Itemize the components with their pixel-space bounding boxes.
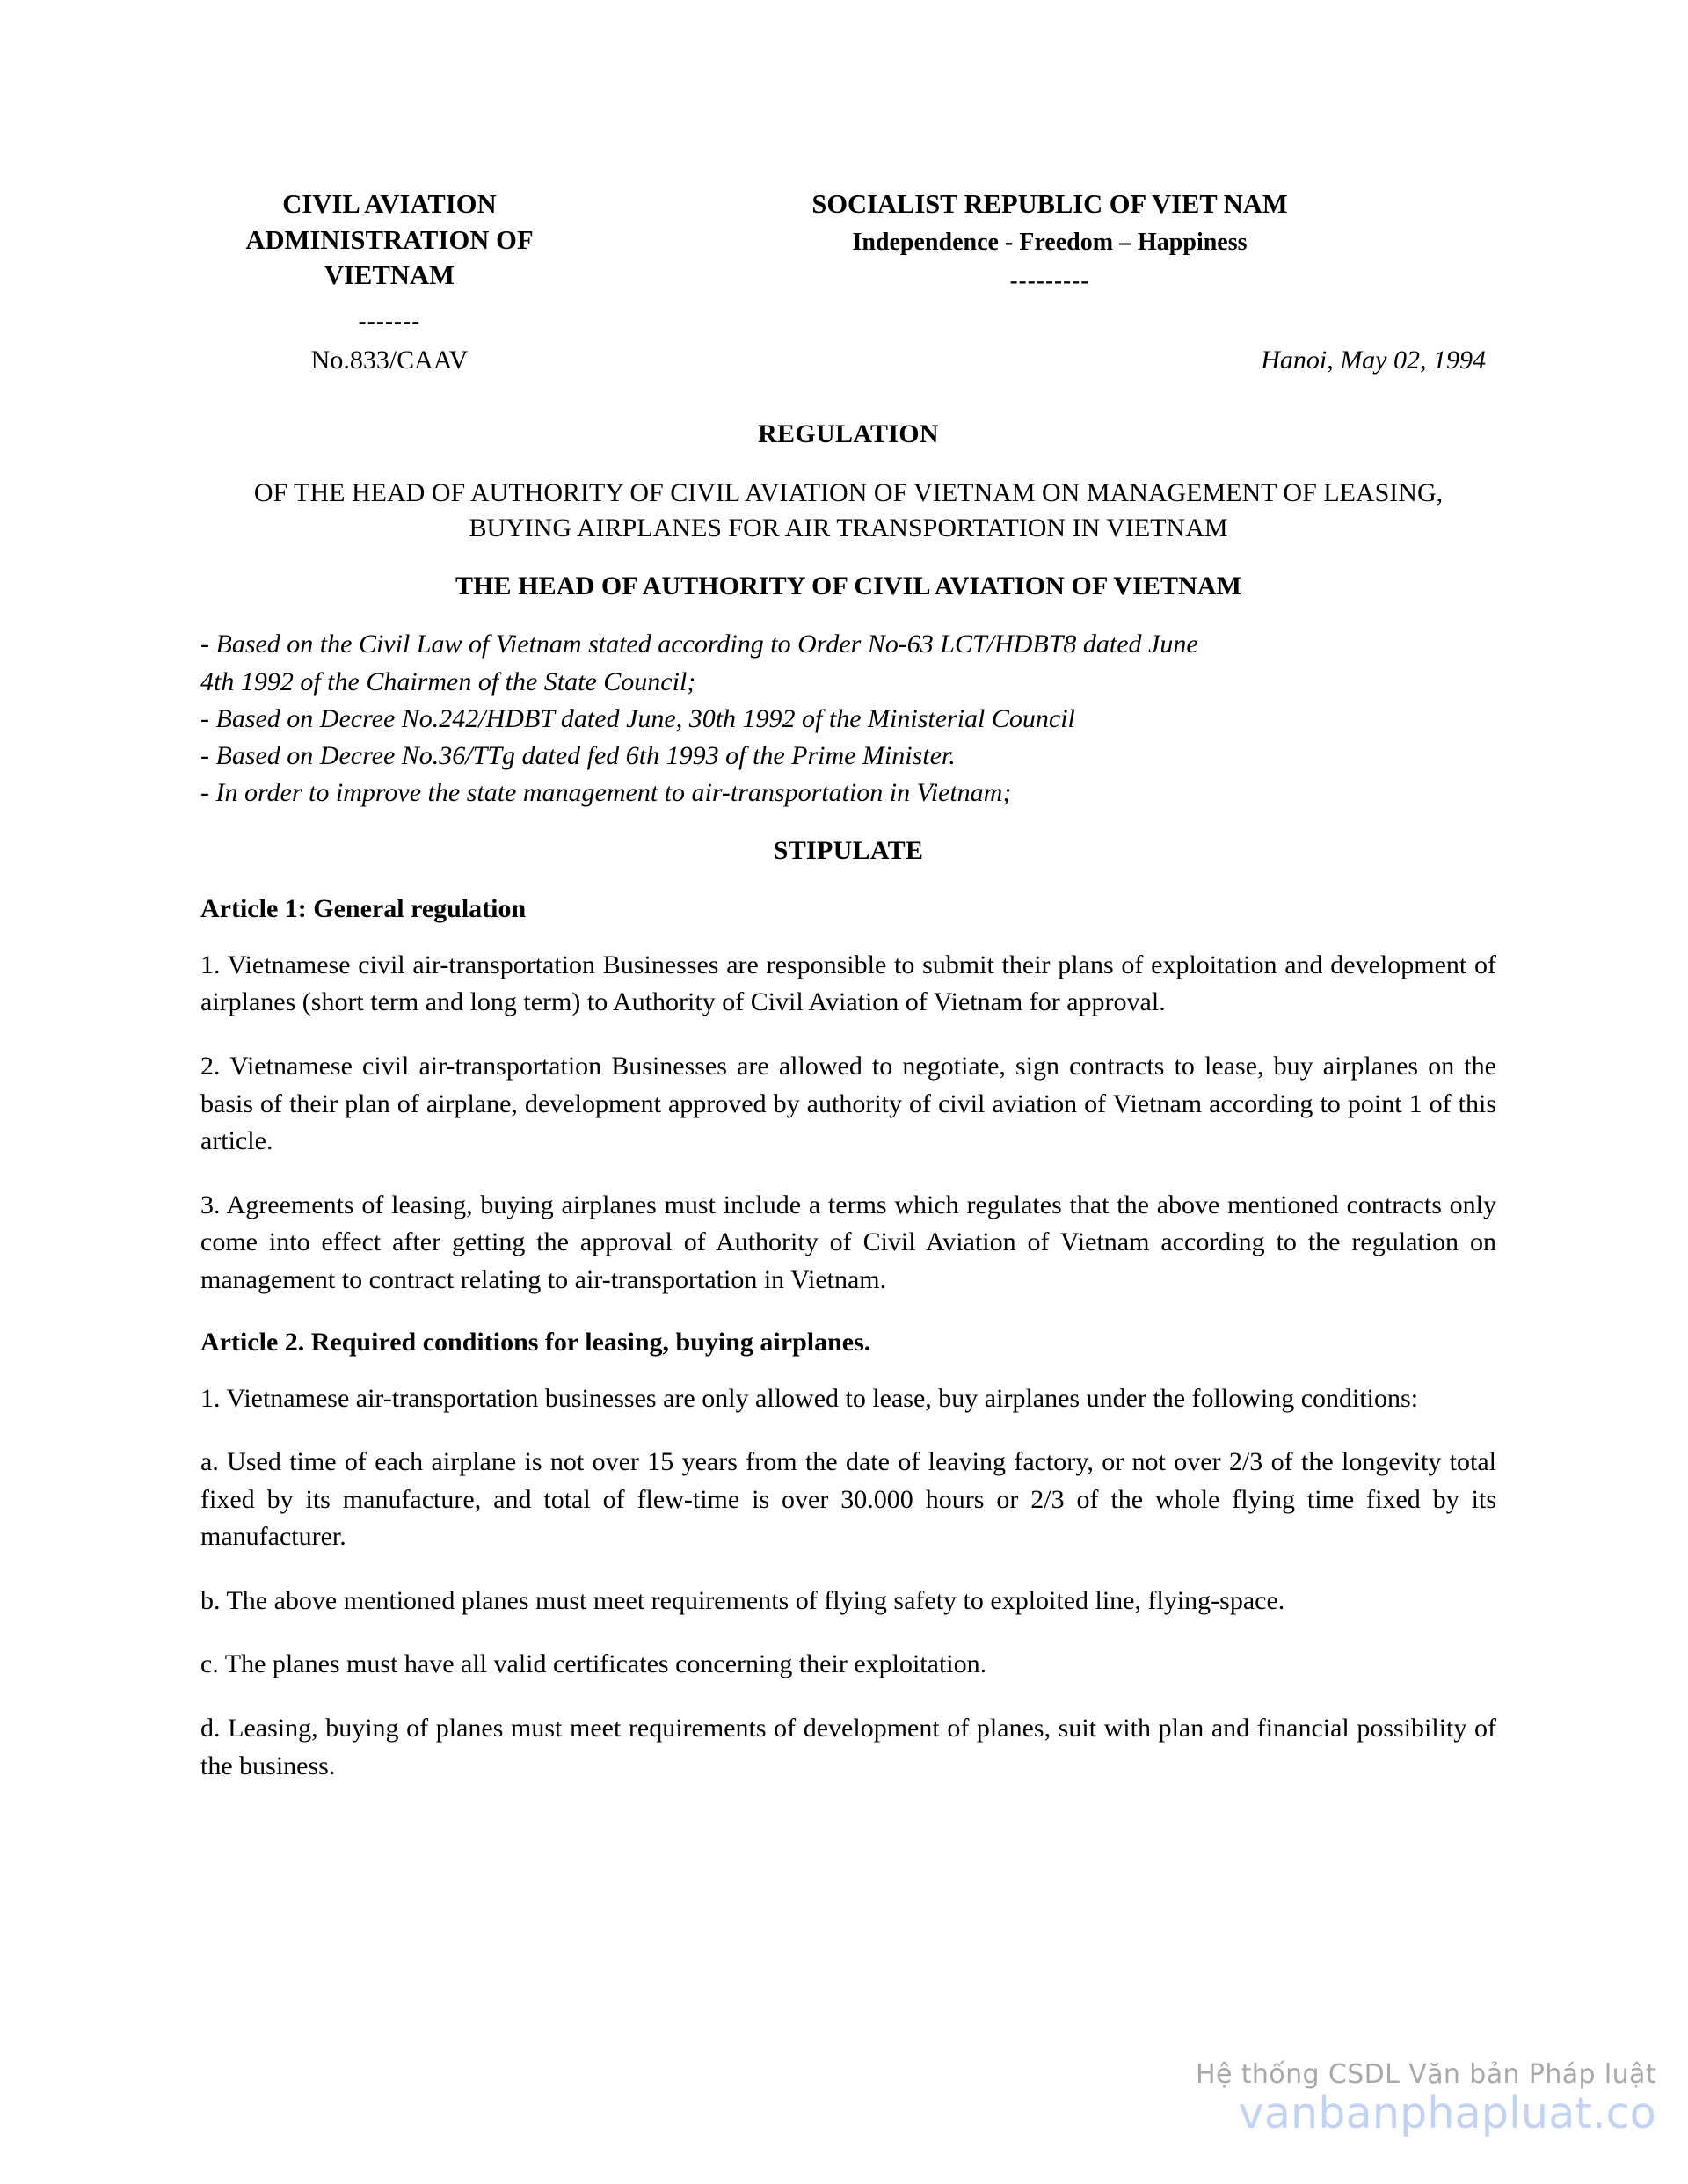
document-subject [200, 476, 1496, 548]
subject-line-1: OF THE HEAD OF AUTHORITY OF CIVIL AVIATION OF VIETNAM ON [253, 477, 1080, 507]
authority-name-line-1: CIVIL AVIATION [282, 189, 497, 219]
letterhead [200, 0, 1496, 333]
preamble-line-1: - Based on the Civil Law of Vietnam stated according to Order No-63 LCT/HDBT8 dated June [200, 630, 1198, 659]
watermark-domain: vanbanphapluat.co [1238, 2088, 1656, 2138]
article-1-paragraph-1: 1. Vietnamese civil air-transportation Businesses are responsible to submit their plans of exploitation and development of airplanes (short term and long term) to Authority of Civil Aviation of Vietnam for approval. [200, 950, 1496, 1017]
place-and-date: Hanoi, May 02, 1994 [1261, 345, 1486, 375]
article-2-item-c: c. The planes must have all valid certificates concerning their exploitation. [200, 1649, 987, 1679]
preamble-line-5: - In order to improve the state management to air-transportation in Vietnam; [200, 778, 1012, 808]
authority-name-line-3: VIETNAM [324, 260, 455, 291]
national-heading-block [578, 186, 1496, 293]
preamble-block [200, 626, 1496, 812]
document-reference-line [200, 346, 1496, 375]
site-watermark [1196, 2060, 1656, 2136]
nation-name: SOCIALIST REPUBLIC OF VIET NAM [811, 189, 1288, 219]
article-1-heading: Article 1: General regulation [200, 893, 527, 923]
authority-divider-rule: ------- [358, 307, 421, 334]
nation-divider-rule: --------- [1009, 267, 1090, 295]
preamble-line-4: - Based on Decree No.36/TTg dated fed 6th 1993 of the Prime Minister. [200, 741, 956, 771]
article-1-paragraph-2: 2. Vietnamese civil air-transportation Businesses are allowed to negotiate, sign contracts to lease, buy airplanes on the basis of their plan of airplane, development approved by authority of civil aviation of Vietnam according to point 1 of this article. [200, 1051, 1496, 1156]
article-1-paragraph-3: 3. Agreements of leasing, buying airplanes must include a terms which regulates that the above mentioned contracts only come into effect after getting the approval of Authority of Civil Aviation of Vietnam according to the regulation on management to contract relating to air-transportation in Vietnam. [200, 1190, 1496, 1294]
document-number: No.833/CAAV [310, 345, 469, 375]
article-2-item-a: a. Used time of each airplane is not over 15 years from the date of leaving factory, or not over 2/3 of the longevity total fixed by its manufacture, and total of flew-time is over 30.000 hours or 2/3 of the whole flying time fixed by its manufacturer. [200, 1447, 1496, 1552]
preamble-line-2: 4th 1992 of the Chairmen of the State Council; [200, 666, 696, 696]
article-2-paragraph-1: 1. Vietnamese air-transportation businesses are only allowed to lease, buy airplanes under the following conditions: [200, 1383, 1419, 1413]
watermark-tagline: Hệ thống CSDL Văn bản Pháp luật [1195, 2058, 1656, 2090]
article-2-item-d: d. Leasing, buying of planes must meet requirements of development of planes, suit with plan and financial possibility of the business. [200, 1714, 1496, 1780]
subject-line-3: VIETNAM [1106, 513, 1228, 543]
article-2-heading: Article 2. Required conditions for leasing, buying airplanes. [200, 1327, 871, 1357]
stipulate-heading: STIPULATE [773, 835, 924, 865]
issuer-heading: THE HEAD OF AUTHORITY OF CIVIL AVIATION OF VIETNAM [455, 571, 1242, 601]
national-motto: Independence - Freedom – Happiness [852, 228, 1248, 256]
document-type-heading: REGULATION [758, 419, 939, 448]
article-2-item-b: b. The above mentioned planes must meet requirements of flying safety to exploited line, flying-space. [200, 1585, 1285, 1615]
authority-name-line-2: ADMINISTRATION OF [245, 224, 534, 255]
issuing-authority-block [200, 186, 578, 333]
subject-line-2: MANAGEMENT OF LEASING, BUYING AIRPLANES FOR AIR TRANSPORTATION IN [469, 477, 1444, 543]
document-content [200, 0, 1496, 1811]
preamble-line-3: - Based on Decree No.242/HDBT dated June, 30th 1992 of the Ministerial Council [200, 703, 1075, 733]
